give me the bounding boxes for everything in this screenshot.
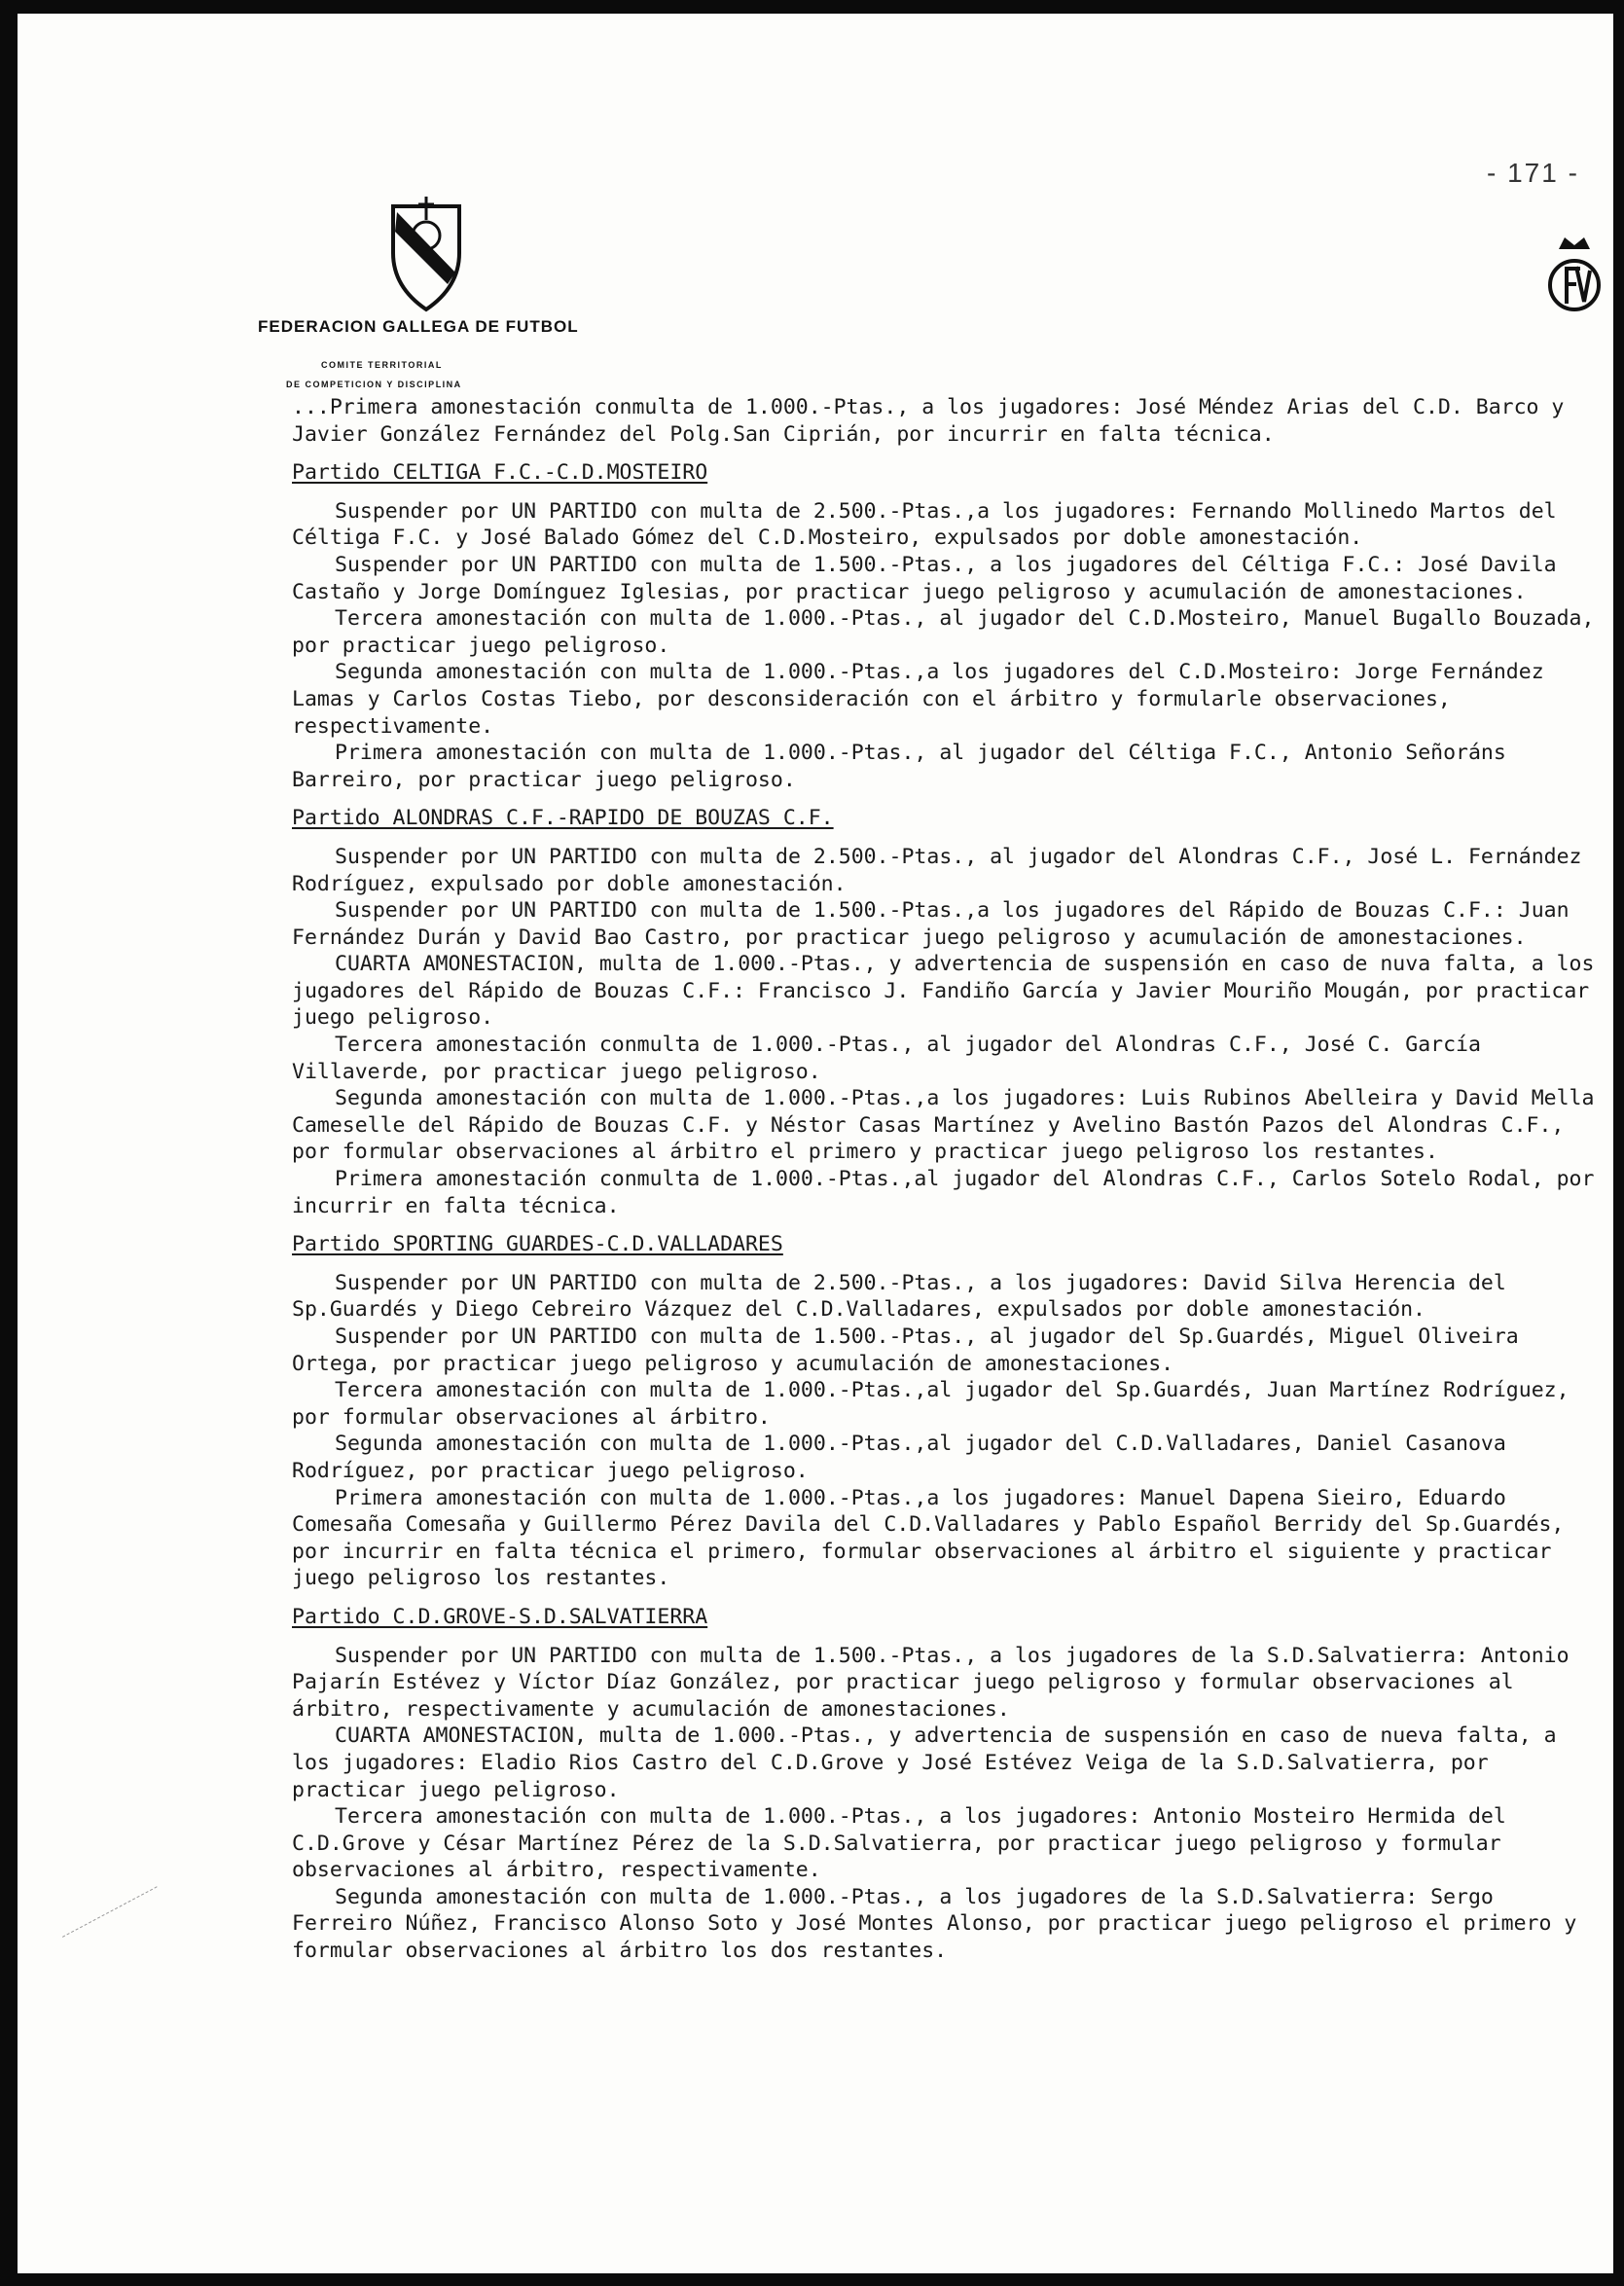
intro-paragraph: ...Primera amonestación conmulta de 1.000.-Ptas., a los jugadores: José Méndez Arias del C.D. Barco y Javier González Fernández del Polg.San Ciprián, por incurrir en falta técnica. — [292, 395, 1565, 447]
sanction-paragraph: Suspender por UN PARTIDO con multa de 1.500.-Ptas.,a los jugadores del Rápido de Bouzas C.F.: Juan Fernández Durán y David Bao Castro, por practicar juego peligroso y acumulación de amonestaciones. — [292, 898, 1570, 950]
match-title: Partido CELTIGA F.C.-C.D.MOSTEIRO — [292, 460, 708, 486]
sanction-paragraph: Segunda amonestación con multa de 1.000.-Ptas., a los jugadores de la S.D.Salvatierra: Sergo Ferreiro Núñez, Francisco Alonso Soto y José Montes Alonso, por practicar juego peligroso el primero y formular observaciones al árbitro los dos restantes. — [292, 1884, 1577, 1964]
sanction-paragraph: CUARTA AMONESTACION, multa de 1.000.-Ptas., y advertencia de suspensión en caso de nuva falta, a los jugadores del Rápido de Bouzas C.F.: Francisco J. Fandiño García y Javier Mouriño Mougán, por practicar juego peligroso. — [292, 952, 1595, 1031]
sanction-paragraph: Tercera amonestación con multa de 1.000.-Ptas., a los jugadores: Antonio Mosteiro Hermida del C.D.Grove y César Martínez Pérez de la S.D.Salvatierra, por practicar juego peligroso y formular observaciones al árbitro, respectivamente. — [292, 1804, 1506, 1883]
sanction-paragraph: Suspender por UN PARTIDO con multa de 1.500.-Ptas., a los jugadores del Céltiga F.C.: José Davila Castaño y Jorge Domínguez Iglesias, por practicar juego peligroso y acumulación de amonestaciones. — [292, 552, 1557, 604]
match-section — [292, 793, 1596, 1219]
sanction-paragraph: Tercera amonestación conmulta de 1.000.-Ptas., al jugador del Alondras C.F., José C. García Villaverde, por practicar juego peligroso. — [292, 1033, 1481, 1084]
committee-name-line-2: DE COMPETICION Y DISCIPLINA — [286, 380, 462, 389]
match-title: Partido SPORTING GUARDES-C.D.VALLADARES — [292, 1232, 783, 1257]
sanction-paragraph: Suspender por UN PARTIDO con multa de 1.500.-Ptas., a los jugadores de la S.D.Salvatierra: Antonio Pajarín Estévez y Víctor Díaz González, por practicar juego peligroso y formular observaciones al árbitro, respectivamente y acumulación de amonestaciones. — [292, 1643, 1570, 1722]
match-section — [292, 448, 1596, 793]
document-body — [292, 394, 1596, 1965]
match-section — [292, 1219, 1596, 1592]
sanction-paragraph: Segunda amonestación con multa de 1.000.-Ptas.,a los jugadores: Luis Rubinos Abelleira y David Mella Cameselle del Rápido de Bouzas C.F. y Néstor Casas Martínez y Avelino Bastón Pazos del Alondras C.F., por formular observaciones al árbitro el primero y practicar juego peligroso los restantes. — [292, 1086, 1595, 1165]
sanction-paragraph: Suspender por UN PARTIDO con multa de 2.500.-Ptas., al jugador del Alondras C.F., José L. Fernández Rodríguez, expulsado por doble amonestación. — [292, 844, 1582, 896]
sanction-paragraph: Segunda amonestación con multa de 1.000.-Ptas.,al jugador del C.D.Valladares, Daniel Casanova Rodríguez, por practicar juego peligroso. — [292, 1432, 1506, 1483]
sanction-paragraph: Suspender por UN PARTIDO con multa de 2.500.-Ptas., a los jugadores: David Silva Herencia del Sp.Guardés y Diego Cebreiro Vázquez del C.D.Valladares, expulsados por doble amonestación. — [292, 1270, 1506, 1323]
match-title: Partido C.D.GROVE-S.D.SALVATIERRA — [292, 1604, 708, 1629]
sanction-paragraph: Tercera amonestación con multa de 1.000.-Ptas., al jugador del C.D.Mosteiro, Manuel Bugallo Bouzada, por practicar juego peligroso. — [292, 606, 1595, 658]
page-number: - 171 - — [1487, 158, 1579, 188]
sanction-paragraph: Tercera amonestación con multa de 1.000.-Ptas.,al jugador del Sp.Guardés, Juan Martínez Rodríguez, por formular observaciones al árbitro. — [292, 1378, 1570, 1430]
match-title: Partido ALONDRAS C.F.-RAPIDO DE BOUZAS C.F. — [292, 806, 834, 831]
sanction-paragraph: Primera amonestación con multa de 1.000.-Ptas.,a los jugadores: Manuel Dapena Sieiro, Eduardo Comesaña Comesaña y Guillermo Pérez Davila del C.D.Valladares y Pablo Español Berridy del Sp.Guardés, por incurrir en falta técnica el primero, formular observaciones al árbitro el siguiente y practicar juego peligroso los restantes. — [292, 1485, 1565, 1591]
sanction-paragraph: Segunda amonestación con multa de 1.000.-Ptas.,a los jugadores del C.D.Mosteiro: Jorge Fernández Lamas y Carlos Costas Tiebo, por desconsideración con el árbitro y formularle observaciones, respectivamente. — [292, 660, 1544, 739]
committee-name-line-1: COMITE TERRITORIAL — [321, 360, 443, 370]
sanction-paragraph: Primera amonestación con multa de 1.000.-Ptas., al jugador del Céltiga F.C., Antonio Señoráns Barreiro, por practicar juego peligroso. — [292, 741, 1506, 792]
sanction-paragraph: Primera amonestación conmulta de 1.000.-Ptas.,al jugador del Alondras C.F., Carlos Sotelo Rodal, por incurrir en falta técnica. — [292, 1167, 1595, 1218]
sanction-paragraph: Suspender por UN PARTIDO con multa de 2.500.-Ptas.,a los jugadores: Fernando Mollinedo Martos del Céltiga F.C. y José Balado Gómez del C.D.Mosteiro, expulsados por doble amonestación. — [292, 498, 1557, 551]
scan-artifact — [62, 1886, 158, 1938]
federation-name: FEDERACION GALLEGA DE FUTBOL — [258, 317, 579, 336]
rfef-crown-crest-icon — [1545, 232, 1604, 319]
sanction-paragraph: Suspender por UN PARTIDO con multa de 1.500.-Ptas., al jugador del Sp.Guardés, Miguel Oliveira Ortega, por practicar juego peligroso y acumulación de amonestaciones. — [292, 1324, 1519, 1376]
match-section — [292, 1592, 1596, 1965]
sanction-paragraph: CUARTA AMONESTACION, multa de 1.000.-Ptas., y advertencia de suspensión en caso de nueva falta, a los jugadores: Eladio Rios Castro del C.D.Grove y José Estévez Veiga de la S.D.Salvatierra, por practicar juego peligroso. — [292, 1724, 1557, 1802]
federation-shield-icon — [387, 195, 465, 313]
